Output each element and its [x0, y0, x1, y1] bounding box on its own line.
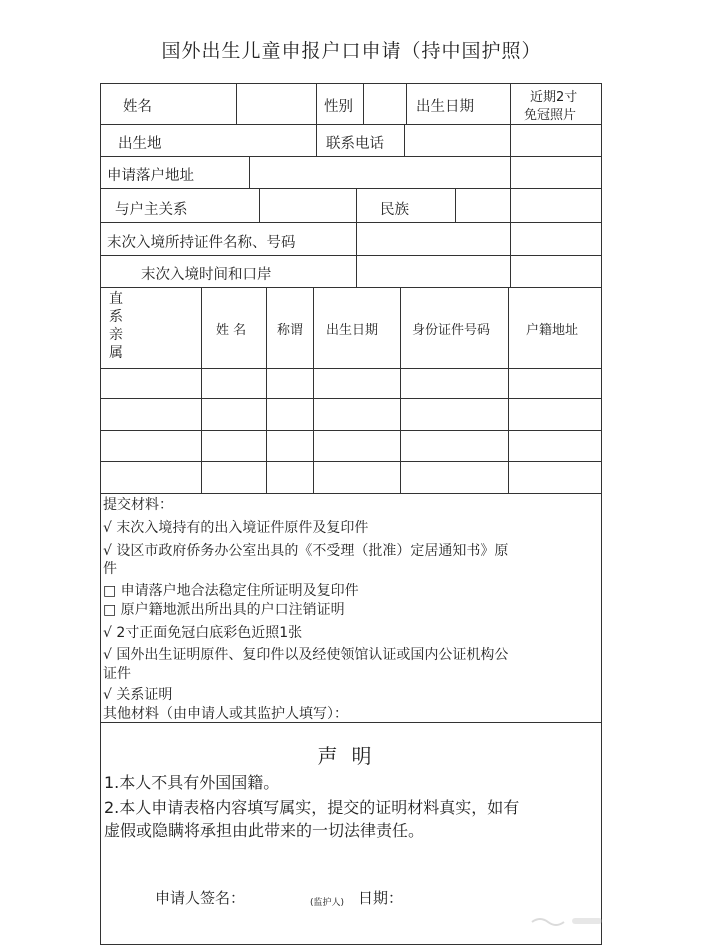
signature-label: 申请人签名： [155, 889, 246, 907]
col-divider [455, 188, 456, 222]
col-divider [356, 188, 357, 222]
row-divider [100, 156, 602, 157]
declaration-line: 虚假或隐瞒将承担由此带来的一切法律责任。 [104, 821, 425, 840]
date-label: 日期： [358, 889, 404, 907]
col-divider [201, 287, 202, 493]
entry-label: 末次入境时间和口岸 [141, 267, 272, 283]
col-divider [266, 287, 267, 493]
col-divider [316, 83, 317, 156]
row-divider [100, 124, 602, 125]
gender-label: 性别 [324, 99, 353, 115]
name-label: 姓名 [123, 99, 152, 115]
material-item: 证件 [103, 666, 131, 682]
col-divider [259, 188, 260, 222]
row-divider [100, 287, 602, 288]
relatives-col-residence: 户籍地址 [526, 323, 579, 338]
material-item: √ 国外出生证明原件、复印件以及经使领馆认证或国内公证机构公 [103, 647, 509, 663]
guardian-label: (监护人) [310, 898, 345, 908]
other-materials-label: 其他材料（由申请人或其监护人填写）： [103, 706, 348, 722]
col-divider [363, 83, 364, 124]
row-divider [100, 430, 602, 431]
birth-date-label: 出生日期 [416, 99, 474, 115]
row-divider [100, 368, 602, 369]
col-divider [406, 83, 407, 124]
row-divider [100, 255, 602, 256]
row-divider [100, 222, 602, 223]
relation-label: 与户主关系 [115, 202, 188, 218]
relatives-label: 直 系 亲 属 [109, 291, 123, 361]
material-item: 件 [103, 561, 117, 577]
birthplace-label: 出生地 [118, 136, 162, 152]
document-label: 末次入境所持证件名称、号码 [107, 235, 296, 251]
ethnicity-label: 民族 [380, 202, 409, 218]
col-divider [249, 156, 250, 188]
row-divider [100, 188, 602, 189]
material-item: √ 关系证明 [103, 687, 173, 703]
col-divider [404, 124, 405, 156]
material-item: √ 末次入境持有的出入境证件原件及复印件 [103, 520, 369, 536]
watermark-icon [528, 912, 608, 928]
relatives-col-birth-date: 出生日期 [326, 323, 379, 338]
material-item: √ 设区市政府侨务办公室出具的《不受理（批准）定居通知书》原 [103, 543, 509, 559]
page-title: 国外出生儿童申报户口申请（持中国护照） [161, 40, 542, 62]
declaration-title: 声明 [317, 744, 386, 768]
material-item: □ 申请落户地合法稳定住所证明及复印件 [103, 583, 359, 599]
relatives-col-title: 称谓 [277, 323, 304, 338]
col-divider [313, 287, 314, 493]
relatives-col-id-number: 身份证件号码 [412, 323, 491, 338]
material-item: √ 2寸正面免冠白底彩色近照1张 [103, 625, 303, 641]
row-divider [100, 493, 602, 494]
col-divider [400, 287, 401, 493]
col-divider [508, 287, 509, 493]
row-divider [100, 461, 602, 462]
photo-label-line1: 近期2寸 [530, 90, 578, 105]
col-divider [510, 83, 511, 287]
col-divider [356, 222, 357, 287]
address-label: 申请落户地址 [107, 168, 194, 184]
photo-label-line2: 免冠照片 [524, 108, 577, 123]
materials-header: 提交材料： [103, 497, 173, 513]
phone-label: 联系电话 [326, 136, 384, 152]
material-item: □ 原户籍地派出所出具的户口注销证明 [103, 602, 345, 618]
col-divider [236, 83, 237, 124]
declaration-line: 1.本人不具有外国国籍。 [104, 773, 280, 792]
row-divider [100, 398, 602, 399]
declaration-line: 2.本人申请表格内容填写属实，提交的证明材料真实，如有 [104, 798, 520, 817]
relatives-col-name: 姓 名 [216, 323, 247, 338]
